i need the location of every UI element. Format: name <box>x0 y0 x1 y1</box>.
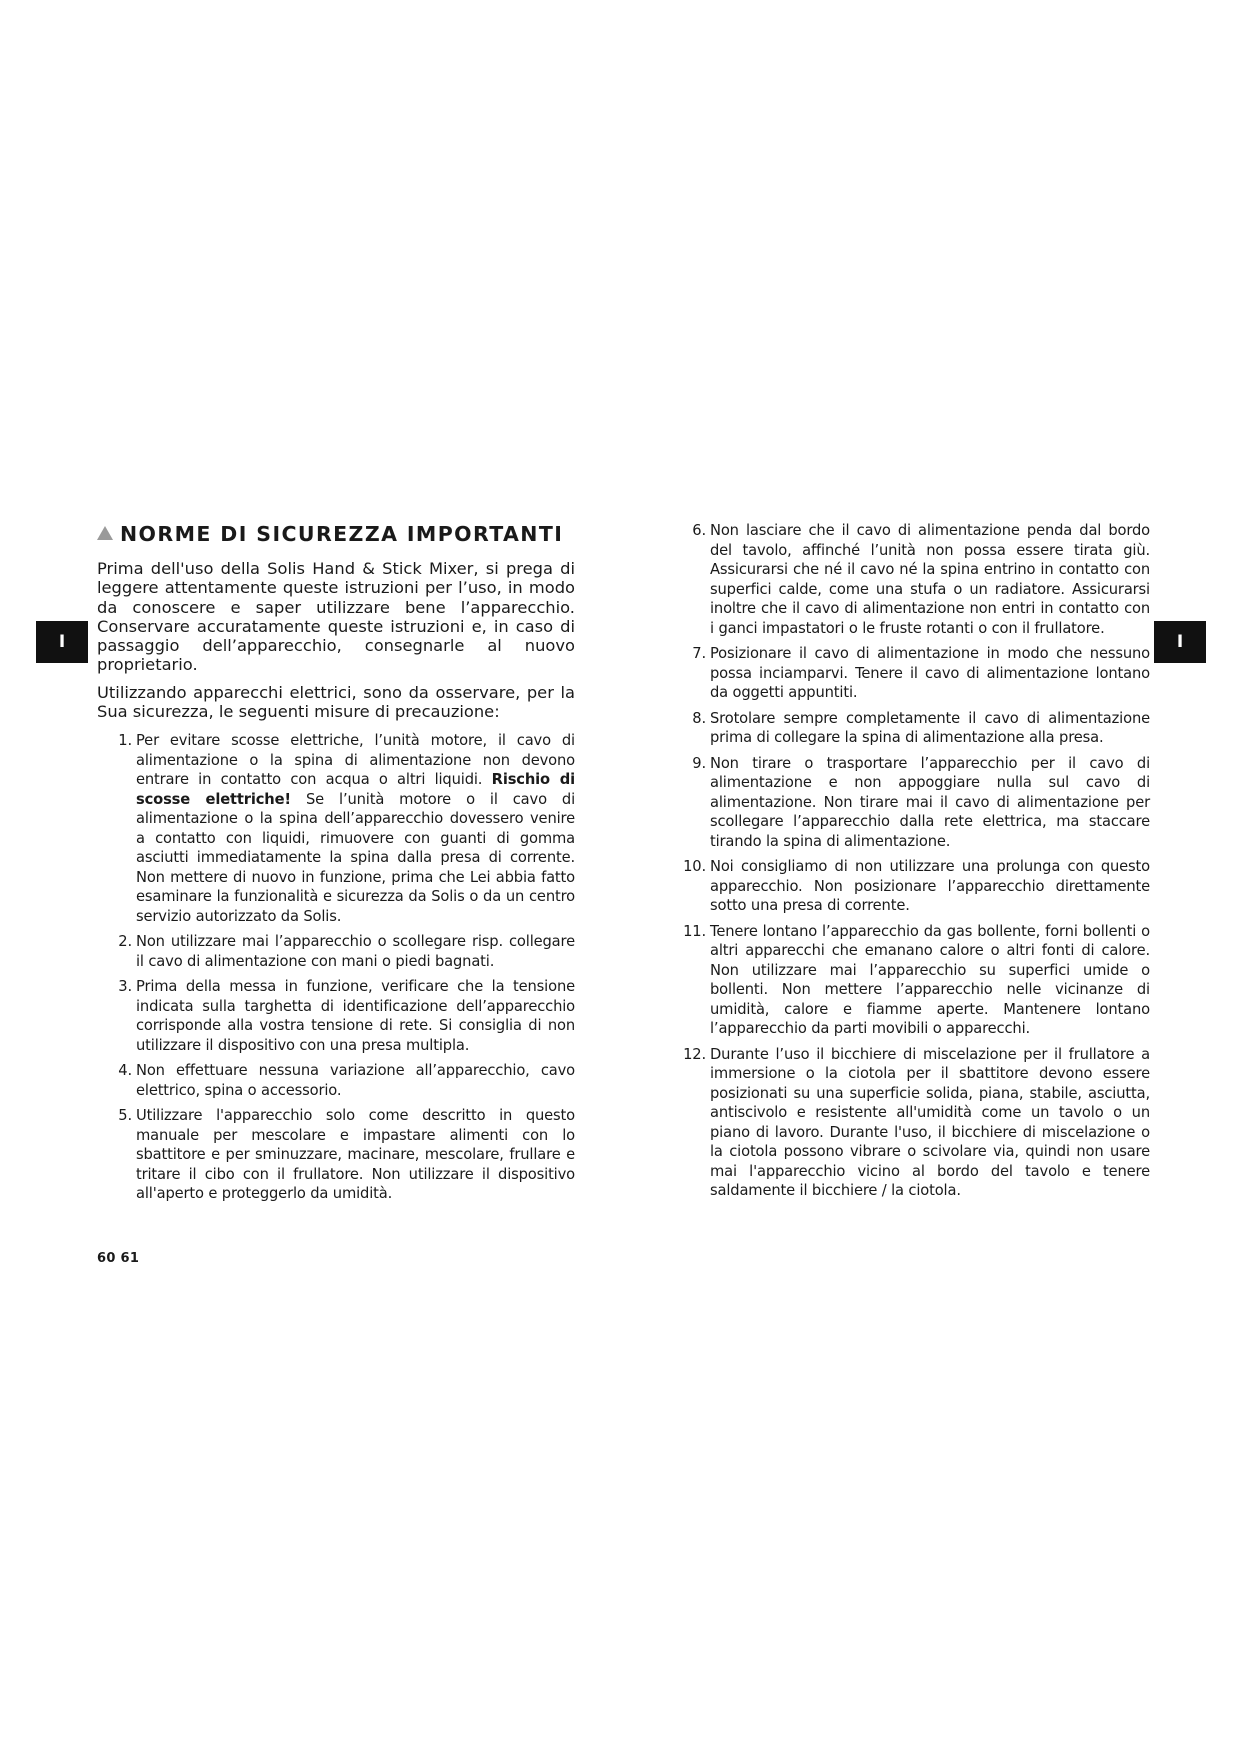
left-column <box>97 521 575 1210</box>
item-number: 2. <box>118 933 132 951</box>
item-text: Noi consigliamo di non utilizzare una prolunga con questo apparecchio. Non posizionare l’apparecchio direttamente sotto una presa di corrente. <box>710 858 1150 914</box>
intro-paragraph: Prima dell'uso della Solis Hand & Stick Mixer, si prega di leggere attentamente queste istruzioni per l’uso, in modo da conoscere e saper utilizzare bene l’apparecchio. Conservare accuratamente queste istruzioni e, in caso di passaggio dell’apparecchio, consegnarle al nuovo proprietario. <box>97 559 575 675</box>
safety-item <box>107 932 575 971</box>
item-number: 8. <box>692 709 706 727</box>
section-title <box>97 521 575 547</box>
item-warning: Rischio di scosse elettriche! <box>136 771 575 808</box>
item-text: Tenere lontano l’apparecchio da gas bollente, forni bollenti o altri apparecchi che emanano calore o altri fonti di calore. Non utilizzare mai l’apparecchio su superfici umide o bollenti. Non mettere l’apparecchio nelle vicinanze di umidità, calore e fiamme aperte. Mantenere lontano l’apparecchio da parti movibili o apparecchi. <box>710 922 1150 1037</box>
item-number: 3. <box>118 978 132 996</box>
language-tab-left: I <box>36 621 88 663</box>
safety-list-right <box>678 521 1150 1201</box>
safety-item <box>678 1045 1150 1201</box>
item-text: Posizionare il cavo di alimentazione in modo che nessuno possa inciamparvi. Tenere il cavo di alimentazione lontano da oggetti appuntiti. <box>710 645 1150 701</box>
item-number: 7. <box>692 645 706 662</box>
safety-item <box>678 754 1150 852</box>
safety-item <box>678 709 1150 748</box>
item-number: 10. <box>683 858 706 875</box>
safety-item <box>678 521 1150 638</box>
safety-item <box>678 922 1150 1039</box>
item-number: 9. <box>692 754 706 772</box>
precautions-intro: Utilizzando apparecchi elettrici, sono da osservare, per la Sua sicurezza, le seguenti misure di precauzione: <box>97 682 575 722</box>
safety-item <box>107 977 575 1055</box>
item-text: Se l’unità motore o il cavo di alimentazione o la spina dell’apparecchio dovessero venire a contatto con liquidi, rimuovere con guanti di gomma asciutti immediatamente la spina dalla presa di corrente. Non mettere di nuovo in funzione, prima che Lei abbia fatto esaminare la funzionalità e sicurezza da Solis o da un centro servizio autorizzato da Solis. <box>136 790 575 925</box>
item-text: Non tirare o trasportare l’apparecchio per il cavo di alimentazione e non appoggiare nulla sul cavo di alimentazione. Non tirare mai il cavo di alimentazione per scollegare l’apparecchio dalla rete elettrica, ma staccare tirando la spina di alimentazione. <box>710 754 1150 850</box>
safety-item <box>107 1106 575 1204</box>
item-text: Per evitare scosse elettriche, l’unità motore, il cavo di alimentazione o la spina di alimentazione non devono entrare in contatto con acqua o altri liquidi. <box>136 732 575 789</box>
item-text: Non utilizzare mai l’apparecchio o scollegare risp. collegare il cavo di alimentazione con mani o piedi bagnati. <box>136 933 575 970</box>
safety-item <box>107 1061 575 1100</box>
item-number: 4. <box>118 1062 132 1080</box>
item-text: Non lasciare che il cavo di alimentazione penda dal bordo del tavolo, affinché l’unità non possa essere tirata giù. Assicurarsi che né il cavo né la spina entrino in contatto con superfici calde, come una stufa o un radiatore. Assicurarsi inoltre che il cavo di alimentazione non entri in contatto con i ganci impastatori o le fruste rotanti o con il frullatore. <box>710 522 1150 637</box>
item-text: Durante l’uso il bicchiere di miscelazione per il frullatore a immersione o la ciotola per il sbattitore devono essere posizionati su una superficie solida, piana, stabile, asciutta, antiscivolo e resistente all'umidità come un tavolo o un piano di lavoro. Durante l'uso, il bicchiere di miscelazione o la ciotola possono vibrare o scivolare via, quindi non usare mai l'apparecchio vicino al bordo del tavolo e tenere saldamente il bicchiere / la ciotola. <box>710 1045 1150 1199</box>
item-number: 11. <box>683 922 706 940</box>
item-text: Utilizzare l'apparecchio solo come descritto in questo manuale per mescolare e impastare alimenti con lo sbattitore e per sminuzzare, macinare, mescolare, frullare e tritare il cibo con il frullatore. Non utilizzare il dispositivo all'aperto e proteggerlo da umidità. <box>136 1107 575 1203</box>
item-text: Non effettuare nessuna variazione all’apparecchio, cavo elettrico, spina o accessorio. <box>136 1062 575 1099</box>
language-tab-right: I <box>1154 621 1206 663</box>
section-title-text: NORME DI SICUREZZA IMPORTANTI <box>120 522 564 546</box>
right-column <box>678 521 1150 1207</box>
warning-triangle-icon <box>97 526 113 540</box>
item-number: 12. <box>683 1045 706 1063</box>
item-number: 5. <box>118 1107 132 1125</box>
item-number: 1. <box>118 732 132 750</box>
safety-item <box>107 731 575 926</box>
item-text: Prima della messa in funzione, verificare che la tensione indicata sulla targhetta di identificazione dell’apparecchio corrisponde alla vostra tensione di rete. Si consiglia di non utilizzare il dispositivo con una presa multipla. <box>136 978 575 1054</box>
item-number: 6. <box>692 522 706 539</box>
safety-item <box>678 857 1150 916</box>
safety-item <box>678 644 1150 703</box>
safety-list-left <box>97 731 575 1204</box>
page-numbers: 60 61 <box>97 1251 140 1266</box>
item-text: Srotolare sempre completamente il cavo di alimentazione prima di collegare la spina di alimentazione alla presa. <box>710 709 1150 746</box>
